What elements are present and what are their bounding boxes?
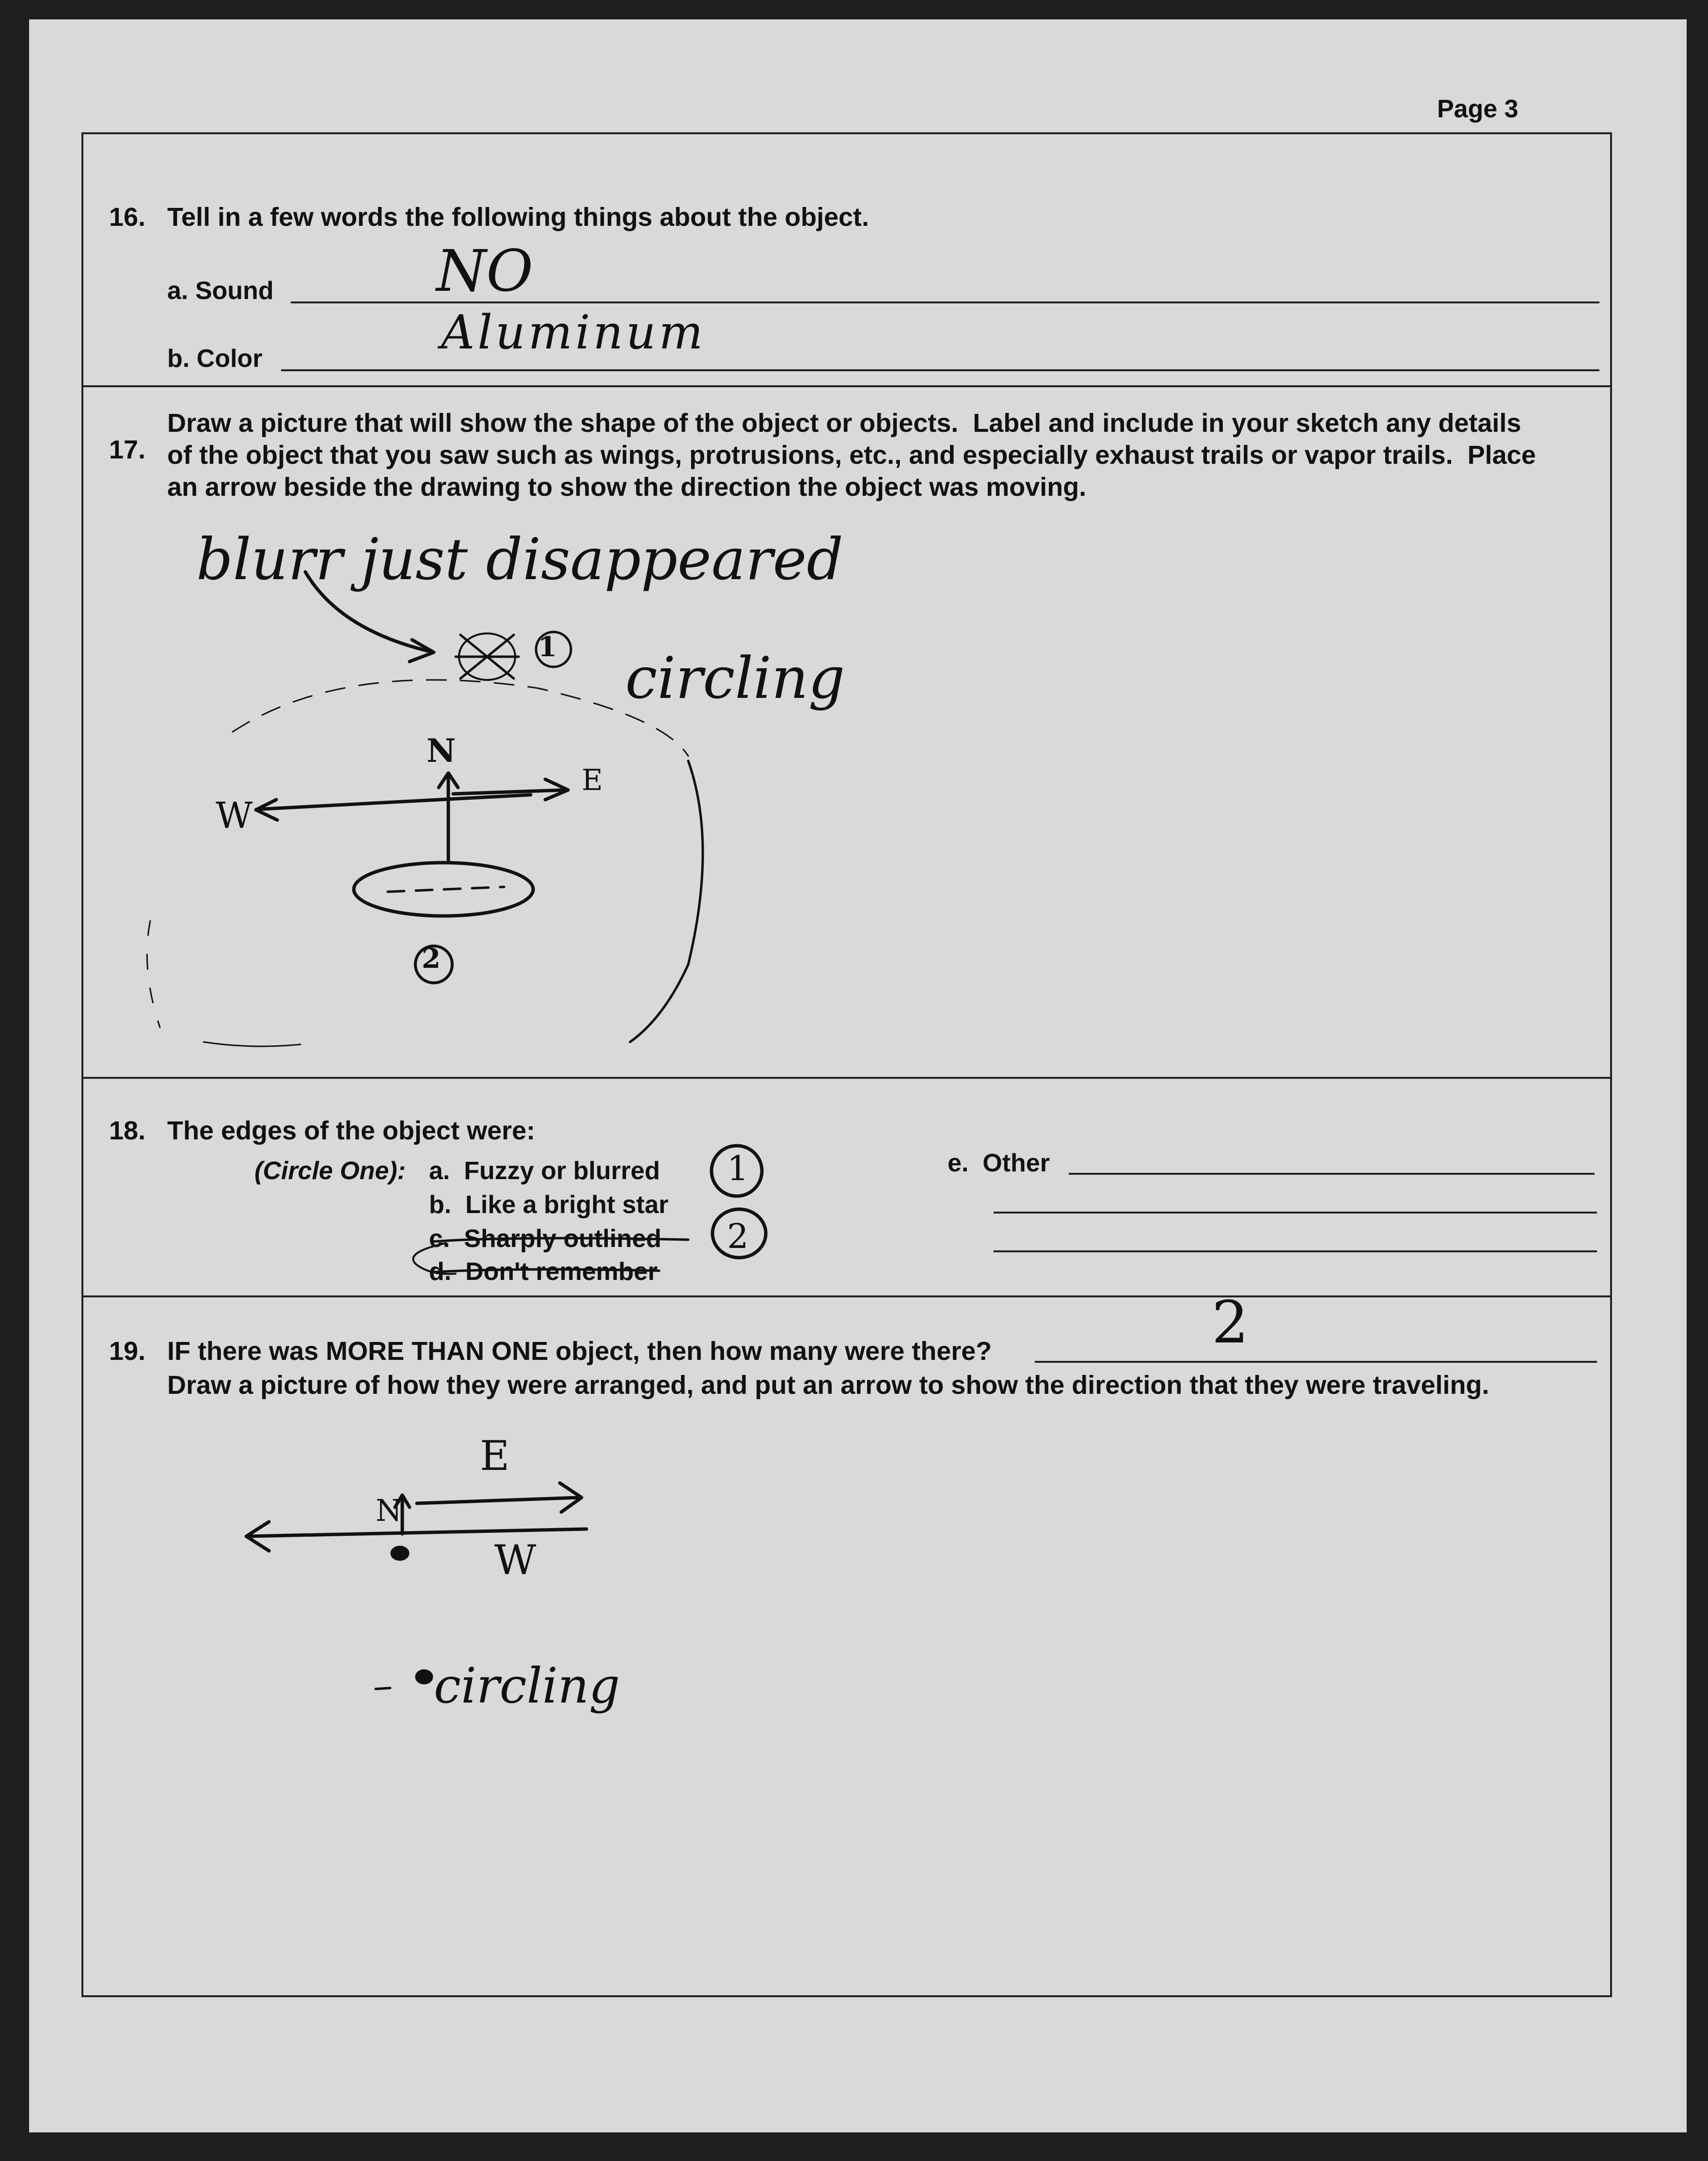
page-number: Page 3: [1437, 95, 1518, 123]
q19-dir-w: W: [494, 1536, 537, 1584]
q16-sound-label: a. Sound: [167, 277, 274, 305]
q18-mark-c: 2: [727, 1216, 749, 1256]
q16-number: 16.: [109, 203, 146, 232]
q19-dir-n: N: [376, 1493, 402, 1528]
q17-line-2: of the object that you saw such as wings, protrusions, etc., and especially exhaust trails or vapor trails. Place: [167, 441, 1536, 470]
q18-option-e: e. Other: [948, 1149, 1050, 1177]
q17-number: 17.: [109, 435, 146, 464]
form-page: [29, 19, 1687, 2132]
q19-line-1: IF there was MORE THAN ONE object, then how many were there?: [167, 1337, 992, 1366]
q19-count-answer: 2: [1212, 1289, 1249, 1357]
q16-sound-answer: NO: [436, 237, 533, 304]
q17-dir-e: E: [582, 763, 603, 797]
q19-sketch: [29, 19, 1687, 2132]
q17-dir-n: N: [427, 732, 456, 770]
q19-line-2: Draw a picture of how they were arranged, and put an arrow to show the direction that they were traveling.: [167, 1371, 1489, 1400]
q18-option-a: a. Fuzzy or blurred: [429, 1157, 660, 1185]
q19-dir-e: E: [480, 1432, 510, 1480]
q17-mark-2: 2: [422, 943, 441, 975]
q18-prompt: The edges of the object were:: [167, 1116, 536, 1145]
q17-note-blur: blurr just disappeared: [196, 526, 843, 593]
q17-mark-1: 1: [538, 631, 557, 663]
q17-note-circling: circling: [625, 645, 845, 711]
q18-option-d: d. Don't remember: [429, 1258, 658, 1286]
q17-line-1: Draw a picture that will show the shape of the object or objects. Label and include in your sketch any details: [167, 409, 1521, 438]
q18-circle-one: (Circle One):: [254, 1157, 406, 1185]
q19-note-circling: circling: [434, 1657, 620, 1714]
q18-option-c: c. Sharply outlined: [429, 1225, 662, 1253]
q18-mark-a: 1: [727, 1149, 749, 1188]
scanned-page: [29, 19, 1687, 2132]
q19-number: 19.: [109, 1337, 146, 1366]
q17-dir-w: W: [216, 795, 253, 836]
q18-number: 18.: [109, 1116, 146, 1145]
q18-option-b: b. Like a bright star: [429, 1191, 669, 1219]
q17-line-3: an arrow beside the drawing to show the direction the object was moving.: [167, 473, 1087, 502]
q16-color-answer: Aluminum: [441, 305, 706, 360]
q16-color-label: b. Color: [167, 345, 263, 373]
q16-prompt: Tell in a few words the following things about the object.: [167, 203, 870, 232]
